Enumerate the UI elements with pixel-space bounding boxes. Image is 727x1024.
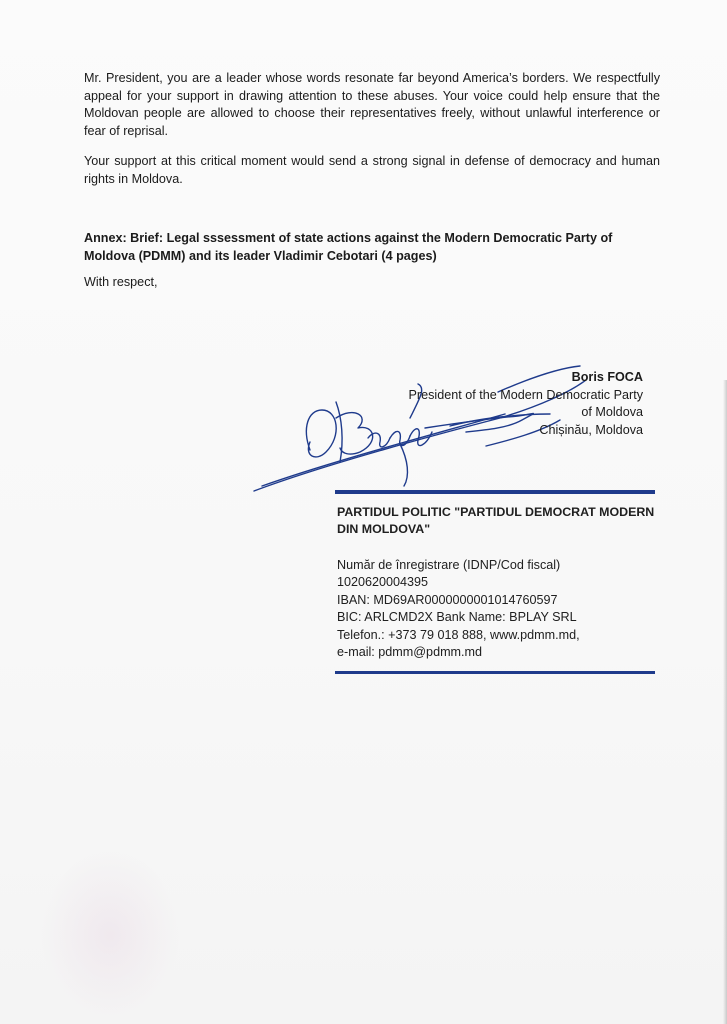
closing-phrase: With respect, <box>84 275 158 289</box>
iban-line: IBAN: MD69AR0000000001014760597 <box>337 592 558 607</box>
letterhead-top-rule <box>335 490 655 494</box>
signatory-title: President of the Modern Democratic Party <box>408 387 643 402</box>
page-edge-shadow <box>723 380 727 1024</box>
party-details <box>337 557 657 661</box>
registration-number: 1020620004395 <box>337 575 429 590</box>
email-line: e-mail: pdmm@pdmm.md <box>337 645 483 660</box>
registration-label: Număr de înregistrare (IDNP/Cod fiscal) <box>337 558 561 572</box>
letterhead-bottom-rule <box>335 671 655 674</box>
party-name: PARTIDUL POLITIC "PARTIDUL DEMOCRAT MODERN DIN MOLDOVA" <box>337 505 655 537</box>
signatory-location: Chișinău, Moldova <box>539 422 643 437</box>
signatory-title-cont: of Moldova <box>581 405 643 420</box>
paper-smudge <box>40 850 180 1020</box>
phone-web-line: Telefon.: +373 79 018 888, www.pdmm.md, <box>337 627 580 642</box>
signatory-block <box>409 369 644 439</box>
signatory-name: Boris FOCA <box>571 370 643 384</box>
annex-note: Annex: Brief: Legal sssessment of state actions against the Modern Democratic Party of Moldova (PDMM) and its leader Vladimir Cebotari (4 pages) <box>84 231 613 263</box>
bank-line: BIC: ARLCMD2X Bank Name: BPLAY SRL <box>337 610 577 625</box>
support-paragraph: Your support at this critical moment would send a strong signal in defense of democracy and human rights in Moldova. <box>84 154 660 186</box>
appeal-paragraph: Mr. President, you are a leader whose words resonate far beyond America’s borders. We respectfully appeal for your support in drawing attention to these abuses. Your voice could help ensure that the Moldovan people are allowed to choose their representatives freely, without unlawful interference or fear of reprisal. <box>84 71 660 138</box>
